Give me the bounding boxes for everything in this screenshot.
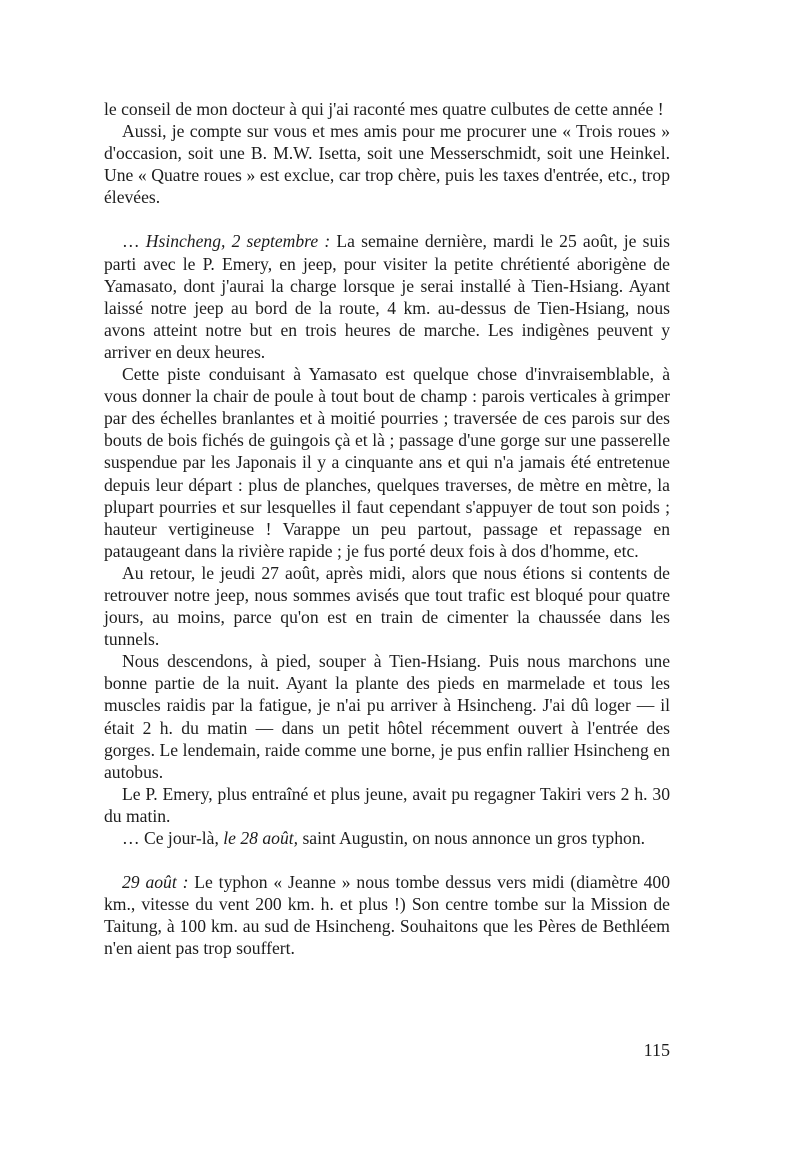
section-gap	[104, 208, 670, 230]
paragraph-5: Au retour, le jeudi 27 août, après midi, alors que nous étions si contents de retrouver notre jeep, nous sommes avisés que tout trafic est bloqué pour quatre jours, au moins, parce qu'on est en train de cimenter la chaussée dans les tunnels.	[104, 562, 670, 650]
paragraph-9-body: Le typhon « Jeanne » nous tombe dessus vers midi (diamètre 400 km., vitesse du vent 200 km. h. et plus !) Son centre tombe sur la Mission de Taitung, à 100 km. au sud de Hsincheng. Souhaitons que les Pères de Bethléem n'en aient pas trop souffert.	[104, 872, 670, 959]
paragraph-7: Le P. Emery, plus entraîné et plus jeune, avait pu regagner Takiri vers 2 h. 30 du matin.	[104, 783, 670, 826]
paragraph-8	[104, 827, 670, 849]
page-number: 115	[643, 1040, 670, 1060]
paragraph-4: Cette piste conduisant à Yamasato est quelque chose d'invraisemblable, à vous donner la chair de poule à tout bout de champ : parois verticales à grimper par des échelles branlantes et à moitié pourries ; traversée de ces parois sur des bouts de bois fichés de guingois çà et là ; passage d'une gorge sur une passerelle suspendue par les Japonais il y a cinquante ans et qui n'a jamais été entretenue depuis leur départ : plus de planches, quelques traverses, de mètre en mètre, la plupart pourries et sur lesquelles il faut cependant s'appuyer de tout son poids ; hauteur vertigineuse ! Varappe un peu partout, passage et repassage en pataugeant dans la rivière rapide ; je fus porté deux fois à dos d'homme, etc.	[104, 364, 670, 561]
paragraph-2: Aussi, je compte sur vous et mes amis pour me procurer une « Trois roues » d'occasion, soit une B. M.W. Isetta, soit une Messerschmidt, soit une Heinkel. Une « Quatre roues » est exclue, car trop chère, puis les taxes d'entrée, etc., trop élevées.	[104, 121, 670, 208]
paragraph-9-dateline: 29 août :	[122, 872, 189, 893]
paragraph-8-prefix: … Ce jour-là,	[122, 828, 224, 848]
paragraph-8-date: le 28 août,	[223, 828, 299, 848]
paragraph-3-dateline: Hsincheng, 2 septembre :	[145, 231, 331, 252]
paragraph-9	[104, 871, 670, 959]
paragraph-6: Nous descendons, à pied, souper à Tien-Hsiang. Puis nous marchons une bonne partie de la nuit. Ayant la plante des pieds en marmelade et tous les muscles raidis par la fatigue, je n'ai pu arriver à Hsincheng. J'ai dû loger — il était 2 h. du matin — dans un petit hôtel récemment ouvert à l'entrée des gorges. Le lendemain, raide comme une borne, je pus enfin rallier Hsincheng en autobus.	[104, 651, 670, 782]
paragraph-8-body: saint Augustin, on nous annonce un gros typhon.	[298, 828, 646, 848]
body-text	[104, 98, 670, 959]
paragraph-1: le conseil de mon docteur à qui j'ai raconté mes quatre culbutes de cette année !	[104, 99, 664, 119]
paragraph-3-prefix: …	[122, 231, 146, 252]
paragraph-3	[104, 230, 670, 363]
section-gap	[104, 849, 670, 871]
paragraph-3-body: La semaine dernière, mardi le 25 août, je suis parti avec le P. Emery, en jeep, pour visiter la petite chrétienté aborigène de Yamasato, dont j'aurai la charge lorsque je serai installé à Tien-Hsiang. Ayant laissé notre jeep au bord de la route, 4 km. au-dessus de Tien-Hsiang, nous avons atteint notre but en trois heures de marche. Les indigènes peuvent y arriver en deux heures.	[104, 231, 671, 362]
